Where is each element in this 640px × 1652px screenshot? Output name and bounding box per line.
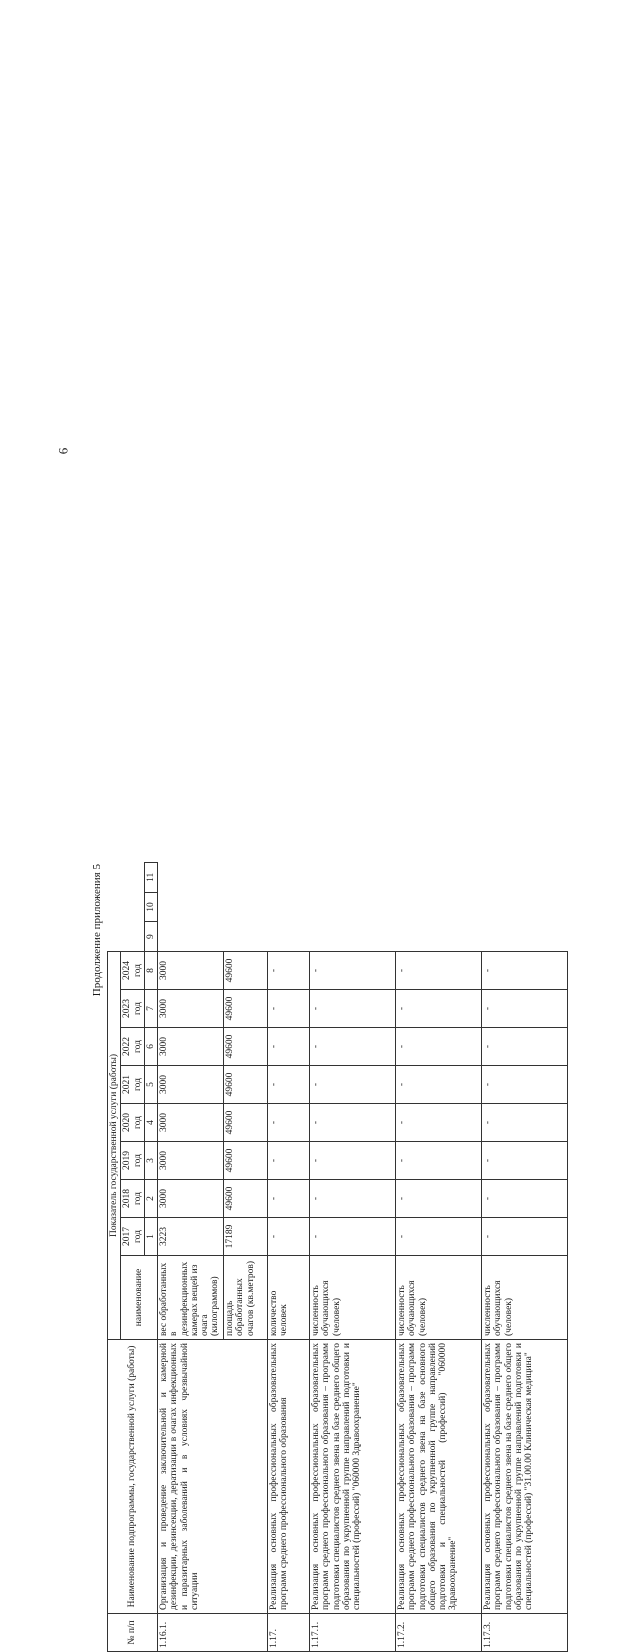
row-value: - [310,951,396,989]
row-value: - [482,951,568,989]
row-value: - [396,1180,482,1218]
table-row [482,863,568,1652]
row-value: 49600 [224,1028,268,1066]
row-value: - [482,1028,568,1066]
col-number: 2 [144,1180,157,1218]
row-indicator: численность обучающихся (человек) [310,1256,396,1340]
col-number: 10 [144,892,157,922]
header-indicator-name: наименование [121,1256,158,1340]
header-year: 2023 год [121,990,145,1028]
row-value: - [310,990,396,1028]
row-value: - [396,1142,482,1180]
row-service-name: Реализация основных профессиональных образовательных программ среднего профессионального образования – программ подготовки специалистов среднего звена на базе среднего общего образования по укрупненной группе направлений подготовки и специальностей (профессий) "31.00.00 Клиническая медицина" [482,1340,568,1614]
row-value: - [396,951,482,989]
table-row [310,863,396,1652]
row-value: 3000 [158,1104,224,1142]
row-indicator: вес обработанных в дезинфекционных камерах вещей из очага (килограммов) [158,1256,224,1340]
row-value: - [482,1066,568,1104]
row-value: 49600 [224,951,268,989]
row-value: - [482,1142,568,1180]
row-indicator: численность обучающихся (человек) [482,1256,568,1340]
row-indicator: количество человек [268,1256,310,1340]
row-value: - [310,1218,396,1256]
row-value: - [396,1066,482,1104]
row-value: 49600 [224,1142,268,1180]
row-value: - [310,1104,396,1142]
col-number: 7 [144,990,157,1028]
row-value: - [310,1180,396,1218]
row-value: 17189 [224,1218,268,1256]
row-number: 1.17.2. [396,1614,482,1652]
row-number: 1.17. [268,1614,310,1652]
table-row [268,863,310,1652]
header-name: Наименование подпрограммы, государственной услуги (работы) [108,1340,158,1614]
table-row [158,863,224,1652]
continuation-label: Продолжение приложения 5 [91,864,103,997]
row-value: - [396,990,482,1028]
row-number: 1.16.1. [158,1614,268,1652]
col-number: 9 [144,922,157,952]
row-service-name: Реализация основных профессиональных образовательных программ среднего профессионального образования – программ подготовки специалистов среднего звена на базе основного общего образования по укрупненной группе направлений подготовки и специальностей (профессий) "060000 Здравоохранение" [396,1340,482,1614]
row-value: - [310,1028,396,1066]
header-year: 2021 год [121,1066,145,1104]
row-value: - [396,1104,482,1142]
header-year: 2019 год [121,1142,145,1180]
rotated-page-content [91,862,533,1652]
row-value: - [396,1218,482,1256]
row-value: - [268,990,310,1028]
row-value: 49600 [224,990,268,1028]
row-value: 3223 [158,1218,224,1256]
row-value: 49600 [224,1104,268,1142]
header-year: 2017 год [121,1218,145,1256]
row-number: 1.17.1. [310,1614,396,1652]
row-value: - [268,951,310,989]
row-value: - [268,1218,310,1256]
services-table [107,862,568,1652]
col-number: 6 [144,1028,157,1066]
row-value: - [268,1180,310,1218]
row-value: - [268,1142,310,1180]
header-indicator-group: Показатель государственной услуги (работы) [108,951,121,1339]
row-service-name: Организация и проведение заключительной и камерной дезинфекции, дезинсекции, дератизации в очагах инфекционных и паразитарных заболеваний и в условиях чрезвычайной ситуации [158,1340,268,1614]
row-value: 3000 [158,1066,224,1104]
header-no: № п/п [108,1614,158,1652]
header-year: 2022 год [121,1028,145,1066]
row-indicator: численность обучающихся (человек) [396,1256,482,1340]
col-number: 11 [144,863,157,893]
row-value: - [396,1028,482,1066]
row-service-name: Реализация основных профессиональных образовательных программ среднего профессионального образования [268,1340,310,1614]
header-year: 2020 год [121,1104,145,1142]
row-service-name: Реализация основных профессиональных образовательных программ среднего профессионального образования – программ подготовки специалистов среднего звена на базе среднего общего образования по укрупненной группе направлений подготовки и специальностей (профессий) "060000 Здравоохранение" [310,1340,396,1614]
row-value: 3000 [158,1180,224,1218]
col-number: 1 [144,1218,157,1256]
row-value: - [482,1218,568,1256]
col-number: 3 [144,1142,157,1180]
row-value: 49600 [224,1066,268,1104]
col-number: 8 [144,951,157,989]
row-indicator: площадь обработанных очагов (кв.метров) [224,1256,268,1340]
row-value: 3000 [158,1142,224,1180]
header-row-1 [108,863,121,1652]
col-number: 4 [144,1104,157,1142]
row-value: - [482,1180,568,1218]
row-value: - [482,990,568,1028]
row-value: - [268,1028,310,1066]
row-value: - [268,1066,310,1104]
row-value: 3000 [158,990,224,1028]
row-number: 1.17.3. [482,1614,568,1652]
row-value: - [482,1104,568,1142]
row-value: - [268,1104,310,1142]
col-number: 5 [144,1066,157,1104]
page-number: 6 [55,447,71,455]
row-value: - [310,1066,396,1104]
row-value: 3000 [158,951,224,989]
row-value: - [310,1142,396,1180]
header-year: 2024 год [121,951,145,989]
table-body [158,863,568,1652]
row-value: 3000 [158,1028,224,1066]
table-row [396,863,482,1652]
header-year: 2018 год [121,1180,145,1218]
row-value: 49600 [224,1180,268,1218]
